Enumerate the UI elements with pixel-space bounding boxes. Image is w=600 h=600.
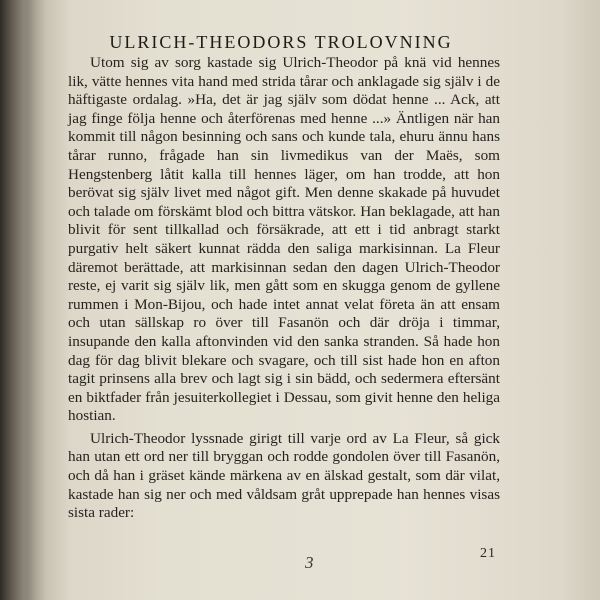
page-number: 21 <box>480 546 496 561</box>
body-text <box>68 54 500 523</box>
signature-mark: 3 <box>305 553 314 572</box>
paragraph-1: Utom sig av sorg kastade sig Ulrich-Theodor på knä vid hennes lik, vätte hennes vita hand med strida tårar och anklagade sig själv i de häftigaste ordalag. »Ha, det är jag själv som dödat henne ... Ack, att jag finge följa henne och återförenas med henne ...» Äntligen när han kommit till någon besinning och sans och kunde tala, ehuru ännu hans tårar runno, frågade han sin livmedikus van der Maës, som Hengstenberg låtit kalla till hennes läger, om han trodde, att hon berövat sig själv livet med något gift. Men denne skakade på huvudet och talade om förskämt blod och bittra vätskor. Han beklagade, att han blivit för sent tillkallad och försäkrade, att ett i tid anbragt starkt purgativ helt säkert kunnat rädda den saliga markisinnan. La Fleur däremot berättade, att markisinnan sedan den dagen Ulrich-Theodor reste, ej varit sig själv lik, men gått som en skugga genom de gyllene rummen i Mon-Bijou, och hade intet annat velat företa än att ensam och utan sällskap ro över till Fasanön och där dröja i timmar, insupande den kalla aftonvinden vid den sanka stranden. Så hade hon dag för dag blivit blekare och svagare, och till sist hade hon en afton tagit prinsens alla brev och lagt sig i sin bädd, och sedermera eftersänt en biktfader från jesuiterkollegiet i Dessau, som givit henne den heliga hostian. <box>68 54 500 425</box>
running-title: ULRICH-THEODORS TROLOVNING <box>109 32 453 52</box>
page-gutter <box>0 0 34 600</box>
paragraph-2: Ulrich-Theodor lyssnade girigt till varje ord av La Fleur, så gick han utan ett ord ner till bryggan och rodde gondolen över till Fasanön, och då han i gräset kände märkena av en älskad gestalt, som där vilat, kastade han sig ner och med våldsam gråt upprepade han hennes visas sista rader: <box>68 429 500 522</box>
